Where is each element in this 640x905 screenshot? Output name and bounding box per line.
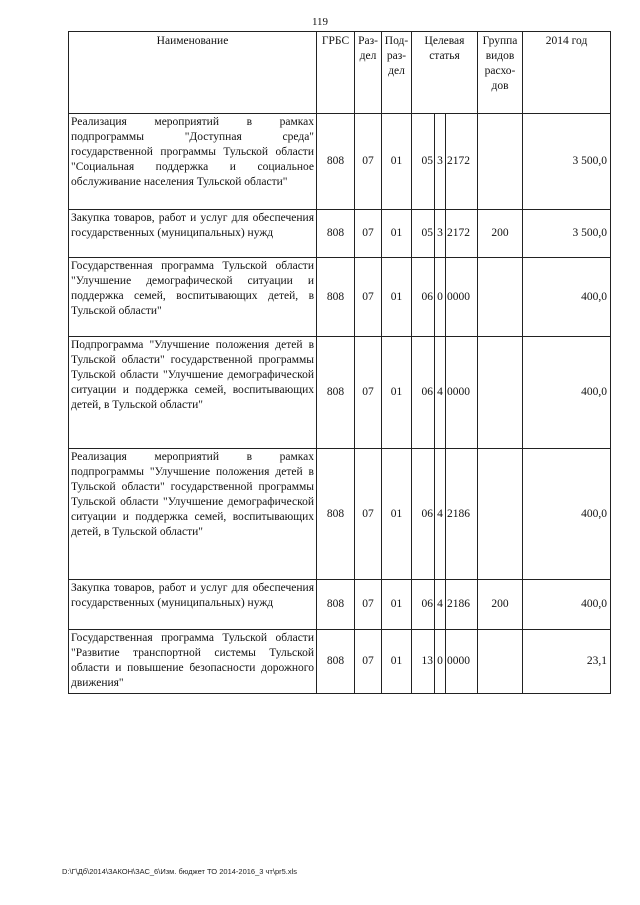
row-name: Закупка товаров, работ и услуг для обеспечения государственных (муниципальных) нужд [69, 580, 317, 630]
row-razdel: 07 [355, 337, 382, 449]
table-row [69, 630, 611, 694]
table-header-row [69, 32, 611, 114]
table-row [69, 580, 611, 630]
row-target-code: 0000 [446, 337, 478, 449]
row-amount: 3 500,0 [523, 114, 611, 210]
row-expense-group: 200 [478, 580, 523, 630]
row-grbs: 808 [317, 580, 355, 630]
row-target-program: 05 [412, 114, 435, 210]
row-amount: 400,0 [523, 580, 611, 630]
row-expense-group [478, 258, 523, 337]
row-target-code: 2172 [446, 210, 478, 258]
file-path-footer: D:\Г\Дб\2014\ЗАКОН\ЗАС_6\Изм. бюджет ТО 2014-2016_3 чт\pr5.xls [62, 867, 298, 876]
header-year-2014: 2014 год [523, 32, 611, 114]
row-target-subprogram: 4 [435, 580, 446, 630]
row-razdel: 07 [355, 258, 382, 337]
row-name: Реализация мероприятий в рамках подпрограммы "Доступная среда" государственной программы Тульской области "Социальная поддержка и социальное обслуживание населения Тульской области" [69, 114, 317, 210]
row-target-subprogram: 4 [435, 337, 446, 449]
row-amount: 23,1 [523, 630, 611, 694]
row-grbs: 808 [317, 210, 355, 258]
header-target-article: Целевая статья [412, 32, 478, 114]
row-podrazdel: 01 [382, 630, 412, 694]
row-amount: 400,0 [523, 337, 611, 449]
table-row [69, 449, 611, 580]
header-expense-group: Группа видов расхо- дов [478, 32, 523, 114]
header-podrazdel: Под- раз- дел [382, 32, 412, 114]
row-grbs: 808 [317, 337, 355, 449]
row-razdel: 07 [355, 580, 382, 630]
row-target-program: 13 [412, 630, 435, 694]
table-row [69, 258, 611, 337]
row-name: Государственная программа Тульской области "Улучшение демографической ситуации и поддержка семей, воспитывающих детей, в Тульской области" [69, 258, 317, 337]
row-target-program: 06 [412, 580, 435, 630]
row-name: Закупка товаров, работ и услуг для обеспечения государственных (муниципальных) нужд [69, 210, 317, 258]
table-row [69, 337, 611, 449]
budget-table [68, 31, 611, 694]
row-target-subprogram: 3 [435, 114, 446, 210]
row-podrazdel: 01 [382, 580, 412, 630]
table-row [69, 114, 611, 210]
row-expense-group: 200 [478, 210, 523, 258]
row-target-program: 06 [412, 449, 435, 580]
row-name: Подпрограмма "Улучшение положения детей в Тульской области" государственной программы Тульской области "Улучшение демографической ситуации и поддержка семей, воспитывающих детей, в Тульской области" [69, 337, 317, 449]
row-target-code: 2186 [446, 580, 478, 630]
row-target-subprogram: 3 [435, 210, 446, 258]
row-amount: 400,0 [523, 449, 611, 580]
row-grbs: 808 [317, 258, 355, 337]
row-amount: 400,0 [523, 258, 611, 337]
row-podrazdel: 01 [382, 258, 412, 337]
table-row [69, 210, 611, 258]
row-grbs: 808 [317, 630, 355, 694]
row-target-program: 06 [412, 258, 435, 337]
row-grbs: 808 [317, 449, 355, 580]
header-grbs: ГРБС [317, 32, 355, 114]
row-name: Государственная программа Тульской области "Развитие транспортной системы Тульской области и повышение безопасности дорожного движения" [69, 630, 317, 694]
row-target-code: 2172 [446, 114, 478, 210]
row-expense-group [478, 449, 523, 580]
row-grbs: 808 [317, 114, 355, 210]
header-razdel: Раз- дел [355, 32, 382, 114]
page-number: 119 [311, 16, 329, 28]
row-razdel: 07 [355, 449, 382, 580]
row-podrazdel: 01 [382, 210, 412, 258]
row-razdel: 07 [355, 114, 382, 210]
row-amount: 3 500,0 [523, 210, 611, 258]
row-expense-group [478, 114, 523, 210]
row-target-code: 0000 [446, 630, 478, 694]
row-podrazdel: 01 [382, 114, 412, 210]
row-target-subprogram: 0 [435, 258, 446, 337]
row-razdel: 07 [355, 630, 382, 694]
header-name: Наименование [69, 32, 317, 114]
row-target-subprogram: 4 [435, 449, 446, 580]
row-podrazdel: 01 [382, 337, 412, 449]
row-razdel: 07 [355, 210, 382, 258]
row-target-code: 0000 [446, 258, 478, 337]
row-expense-group [478, 630, 523, 694]
row-target-program: 06 [412, 337, 435, 449]
row-target-code: 2186 [446, 449, 478, 580]
row-name: Реализация мероприятий в рамках подпрограммы "Улучшение положения детей в Тульской области" государственной программы Тульской области "Улучшение демографической ситуации и поддержка семей, воспитывающих детей, в Тульской области" [69, 449, 317, 580]
row-target-subprogram: 0 [435, 630, 446, 694]
row-expense-group [478, 337, 523, 449]
row-target-program: 05 [412, 210, 435, 258]
row-podrazdel: 01 [382, 449, 412, 580]
